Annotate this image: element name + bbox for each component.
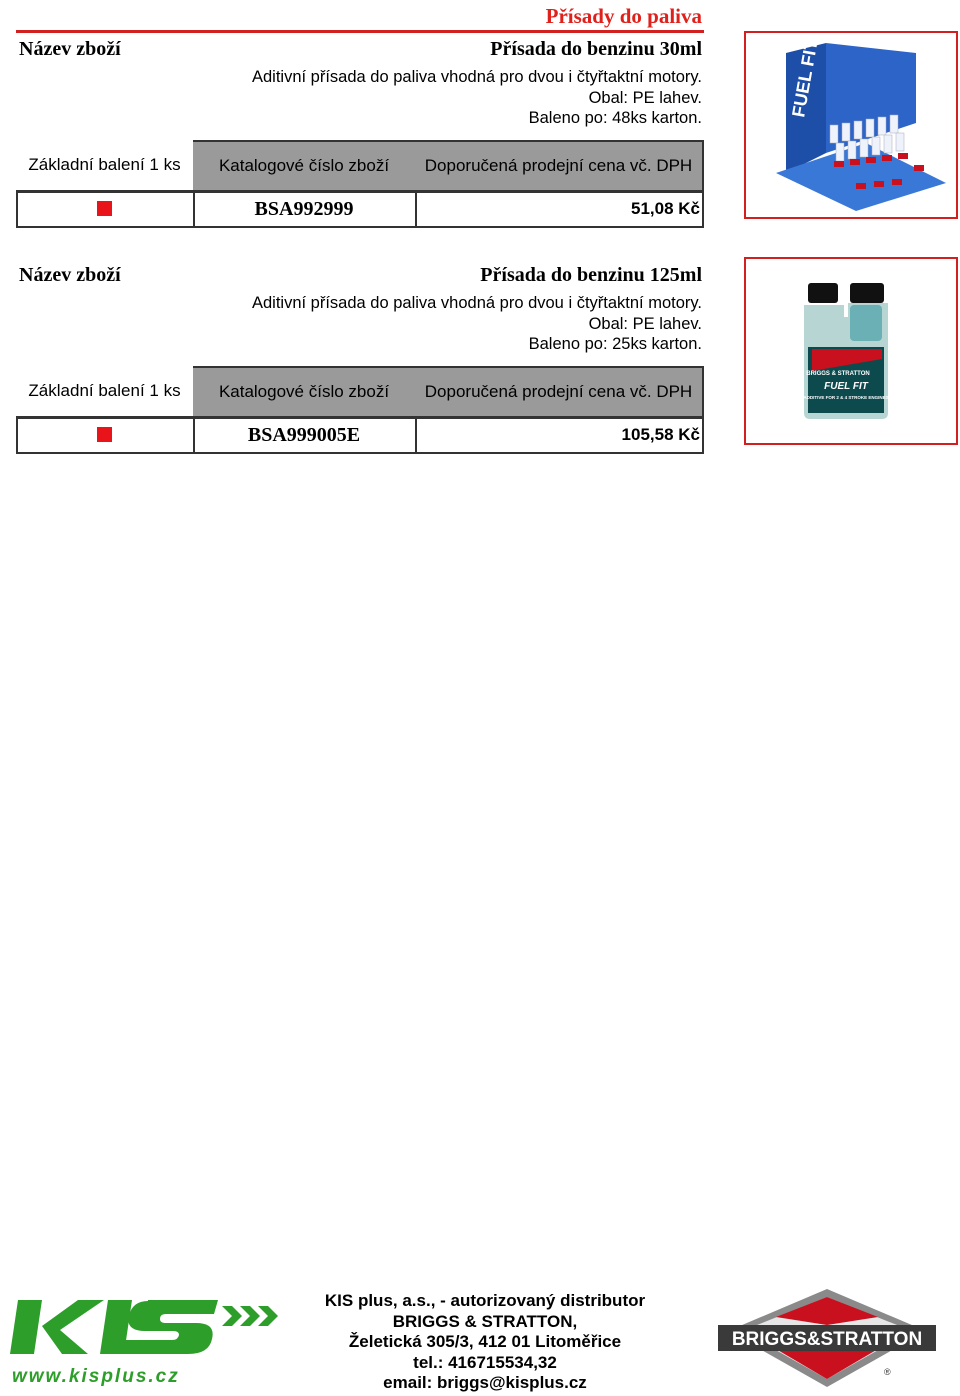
product-table: [16, 366, 704, 454]
product-name-label: Název zboží: [19, 264, 121, 286]
product-title: Přísada do benzinu 125ml: [480, 264, 702, 286]
product-image: [744, 31, 958, 219]
box-label: FUEL FIT: [788, 37, 822, 119]
svg-text:®: ®: [884, 1367, 891, 1377]
fuel-fit-bottle-image: [746, 259, 956, 443]
product-name-label: Název zboží: [19, 38, 121, 60]
header-basic-package: Základní balení 1 ks: [16, 140, 193, 190]
footer-line: KIS plus, a.s., - autorizovaný distributor: [324, 1291, 646, 1310]
header-price: Doporučená prodejní cena vč. DPH: [415, 366, 704, 416]
product-table: [16, 140, 704, 228]
catalog-number: BSA992999: [254, 197, 354, 220]
bottle-brand: BRIGGS & STRATTON: [806, 371, 870, 377]
footer-email: email: briggs@kisplus.cz: [383, 1373, 587, 1393]
brand-text: BRIGGS&STRATTON: [731, 1329, 923, 1350]
briggs-stratton-logo: [716, 1287, 938, 1391]
description-line: Obal: PE lahev.: [588, 88, 702, 107]
kis-url: www.kisplus.cz: [12, 1366, 180, 1387]
footer-line: BRIGGS & STRATTON,: [392, 1311, 578, 1331]
category-title: Přísady do paliva: [545, 4, 702, 28]
description-line: Obal: PE lahev.: [588, 314, 702, 333]
order-checkbox[interactable]: [97, 201, 112, 216]
price-value: 105,58 Kč: [621, 425, 700, 444]
product-description: [0, 67, 702, 129]
description-line: Baleno po: 48ks karton.: [528, 109, 702, 127]
product-description: [0, 293, 702, 355]
bottle-sublabel: ADDITIVE FOR 2 & 4 STROKE ENGINES: [803, 395, 889, 400]
footer-contact: [300, 1291, 670, 1394]
header-basic-package: Základní balení 1 ks: [16, 366, 193, 416]
order-checkbox[interactable]: [97, 427, 112, 442]
kis-logo-icon: [8, 1290, 278, 1390]
catalog-number: BSA999005E: [247, 423, 361, 446]
product-image: [744, 257, 958, 445]
price-value: 51,08 Kč: [631, 199, 700, 218]
header-catalog-number: Katalogové číslo zboží: [193, 140, 415, 190]
footer-line: Želetická 305/3, 412 01 Litoměřice: [348, 1332, 622, 1352]
description-line: Baleno po: 25ks karton.: [528, 335, 702, 353]
kis-logo: [8, 1290, 278, 1390]
header-catalog-number: Katalogové číslo zboží: [193, 366, 415, 416]
description-line: Aditivní přísada do paliva vhodná pro dvou i čtyřtaktní motory.: [251, 294, 702, 312]
description-line: Aditivní přísada do paliva vhodná pro dvou i čtyřtaktní motory.: [251, 68, 702, 86]
briggs-stratton-logo-icon: [716, 1287, 938, 1391]
bottle-label: FUEL FIT: [824, 381, 868, 392]
header-price: Doporučená prodejní cena vč. DPH: [415, 140, 704, 190]
category-divider: [16, 30, 704, 33]
footer-line: tel.: 416715534,32: [413, 1352, 557, 1372]
product-title: Přísada do benzinu 30ml: [490, 38, 702, 60]
fuel-fit-display-box-image: [746, 33, 956, 217]
